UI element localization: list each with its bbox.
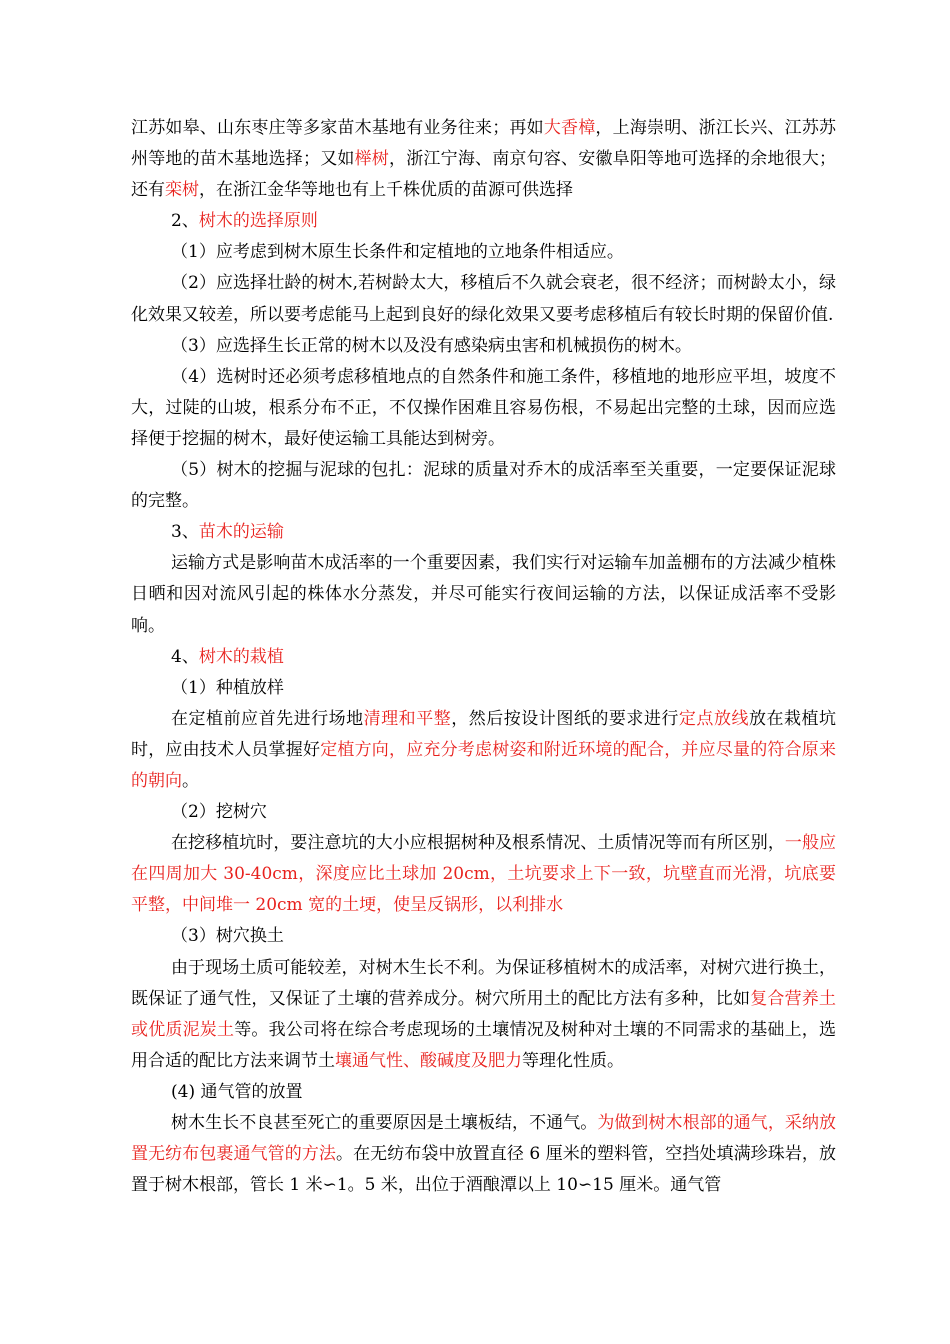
body-text: 2、 (171, 211, 199, 232)
body-text: ，在浙江金华等地也有上千株优质的苗源可供选择 (199, 180, 573, 201)
body-text: 在定植前应首先进行场地 (171, 708, 364, 729)
body-text: 在挖移植坑时，要注意坑的大小应根据树种及根系情况、土质情况等而有所区别， (171, 833, 785, 854)
body-text: 等理化性质。 (522, 1050, 624, 1071)
paragraph-13 (131, 797, 836, 828)
body-text: （3）树穴换土 (171, 926, 284, 947)
paragraph-8 (131, 517, 836, 548)
body-text: （1）种植放样 (171, 677, 284, 698)
body-text: 等。我公司将在综合考虑现场的土壤情况及树种对土壤的不同需求的基础上，选用合适的配比方法来调节土 (131, 1019, 837, 1071)
highlighted-text: 苗木的运输 (198, 522, 284, 543)
paragraph-4 (131, 268, 836, 330)
body-text: 放在栽植坑时，应由技术人员掌握好 (131, 708, 837, 760)
body-text: （3）应选择生长正常的树木以及没有感染病虫害和机械损伤的树木。 (171, 335, 692, 356)
body-text: （1）应考虑到树木原生长条件和定植地的立地条件相适应。 (171, 242, 624, 263)
body-text: 由于现场土质可能较差，对树木生长不利。为保证移植树木的成活率，对树穴进行换土，既保证了通气性，又保证了土壤的营养成分。树穴所用土的配比方法有多种，比如 (131, 957, 836, 1009)
body-text: ，然后按设计图纸的要求进行 (451, 708, 679, 729)
highlighted-text: 树木的选择原则 (198, 211, 318, 232)
body-text: 3、 (171, 522, 199, 543)
body-text: ，上海崇明、浙江长兴、江苏苏州等地的苗木基地选择；又如 (131, 118, 837, 170)
highlighted-text: 定点放线 (678, 708, 749, 729)
body-text: （5）树木的挖掘与泥球的包扎：泥球的质量对乔木的成活率至关重要，一定要保证泥球的完整。 (131, 460, 836, 512)
paragraph-2 (131, 206, 836, 237)
body-text: 运输方式是影响苗木成活率的一个重要因素，我们实行对运输车加盖棚布的方法减少植株日晒和因对流风引起的株体水分蒸发，并尽可能实行夜间运输的方法，以保证成活率不受影响。 (131, 553, 836, 636)
paragraph-1 (131, 113, 836, 206)
highlighted-text: 为做到树木根部的通气，采纳放置无纺布包裹通气管的方法 (131, 1113, 837, 1165)
paragraph-7 (131, 455, 836, 517)
highlighted-text: 壤通气性、酸碱度及肥力 (335, 1050, 522, 1071)
highlighted-text: 栾树 (165, 180, 199, 201)
body-text: ，浙江宁海、南京句容、安徽阜阳等地可选择的余地很大；还有 (131, 149, 837, 201)
body-text: (4) 通气管的放置 (171, 1081, 303, 1102)
paragraph-15 (131, 921, 836, 952)
highlighted-text: 树木的栽植 (198, 646, 284, 667)
highlighted-text: 榉树 (354, 149, 390, 170)
document-body (131, 113, 836, 1201)
paragraph-16 (131, 953, 836, 1077)
body-text: 。在无纺布袋中放置直径 6 厘米的塑料管，空挡处填满珍珠岩，放置于树木根部，管长 1 米∽1。5 米，出位于酒酿潭以上 10∽15 厘米。通气管 (131, 1144, 837, 1196)
paragraph-14 (131, 828, 836, 921)
highlighted-text: 定植方向，应充分考虑树姿和附近环境的配合，并应尽量的符合原来的朝向 (131, 739, 837, 791)
highlighted-text: 复合营养土或优质泥炭土 (131, 988, 837, 1040)
body-text: （4）选树时还必须考虑移植地点的自然条件和施工条件，移植地的地形应平坦，坡度不大，过陡的山坡，根系分布不正，不仅操作困难且容易伤根，不易起出完整的土球，因而应选择便于挖掘的树木，最好使运输工具能达到树旁。 (131, 366, 836, 449)
paragraph-18 (131, 1108, 836, 1201)
highlighted-text: 一般应在四周加大 30-40cm，深度应比土球加 20cm，土坑要求上下一致，坑壁直而光滑，坑底要平整，中间堆一 20cm 宽的土埂，使呈反锅形，以利排水 (131, 833, 837, 916)
highlighted-text: 清理和平整 (363, 708, 452, 729)
paragraph-3 (131, 237, 836, 268)
paragraph-10 (131, 642, 836, 673)
highlighted-text: 大香樟 (543, 118, 596, 138)
paragraph-11 (131, 673, 836, 704)
paragraph-12 (131, 704, 836, 797)
paragraph-5 (131, 331, 836, 362)
body-text: （2）挖树穴 (171, 802, 267, 823)
paragraph-9 (131, 548, 836, 641)
body-text: 4、 (171, 646, 199, 667)
body-text: 树木生长不良甚至死亡的重要原因是土壤板结，不通气。 (171, 1113, 598, 1133)
body-text: 。 (182, 770, 199, 791)
paragraph-6 (131, 362, 836, 455)
body-text: 江苏如皋、山东枣庄等多家苗木基地有业务往来；再如 (131, 118, 544, 138)
paragraph-17 (131, 1077, 836, 1108)
body-text: （2）应选择壮龄的树木,若树龄太大，移植后不久就会衰老，很不经济；而树龄太小，绿化效果又较差，所以要考虑能马上起到良好的绿化效果又要考虑移植后有较长时期的保留价值. (131, 273, 836, 325)
